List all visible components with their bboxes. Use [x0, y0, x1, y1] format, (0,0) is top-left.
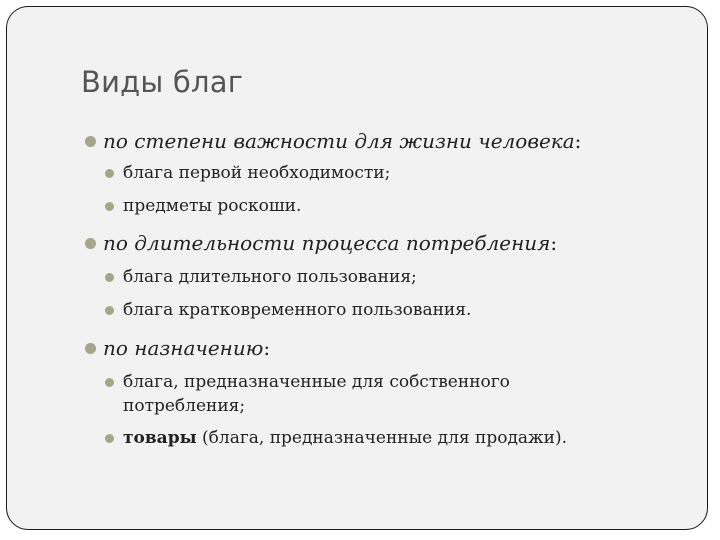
bullet-duration: [85, 227, 685, 259]
bullet-dot-icon: [105, 434, 114, 443]
bullet-colon: :: [550, 231, 558, 255]
sub-bullet-text-line1: блага, предназначенные для собственного: [123, 372, 510, 392]
bullet-dot-icon: [105, 169, 114, 178]
bullet-dot-icon: [85, 343, 96, 354]
bullet-colon: :: [263, 336, 271, 360]
sub-bullet: [105, 265, 685, 289]
bullet-heading: по длительности процесса потребления: [103, 231, 551, 255]
bullet-purpose: [85, 332, 685, 364]
sub-bullet-text: предметы роскоши.: [123, 196, 302, 216]
sub-bullet-text: блага длительного пользования;: [123, 267, 417, 287]
bullet-heading: по степени важности для жизни человека: [103, 129, 575, 153]
slide-title: Виды благ: [81, 65, 244, 99]
sub-bullet: [105, 298, 685, 322]
bullet-dot-icon: [85, 136, 96, 147]
sub-bullet-bold-term: товары: [123, 428, 197, 448]
bullet-list: [85, 125, 685, 450]
bullet-dot-icon: [105, 202, 114, 211]
bullet-dot-icon: [105, 306, 114, 315]
sub-bullet-text-line2: потребления;: [123, 396, 246, 416]
sub-bullet: [105, 370, 685, 418]
slide: [6, 6, 708, 530]
sub-bullet-text: блага кратковременного пользования.: [123, 300, 472, 320]
bullet-dot-icon: [85, 238, 96, 249]
sub-bullet: [105, 161, 685, 185]
bullet-importance: [85, 125, 685, 157]
sub-bullet-text: блага первой необходимости;: [123, 163, 391, 183]
bullet-heading: по назначению: [103, 336, 264, 360]
sub-bullet: [105, 426, 685, 450]
sub-bullet-text: (блага, предназначенные для продажи).: [196, 428, 568, 448]
bullet-colon: :: [574, 129, 582, 153]
bullet-dot-icon: [105, 378, 114, 387]
bullet-dot-icon: [105, 273, 114, 282]
sub-bullet: [105, 194, 685, 218]
